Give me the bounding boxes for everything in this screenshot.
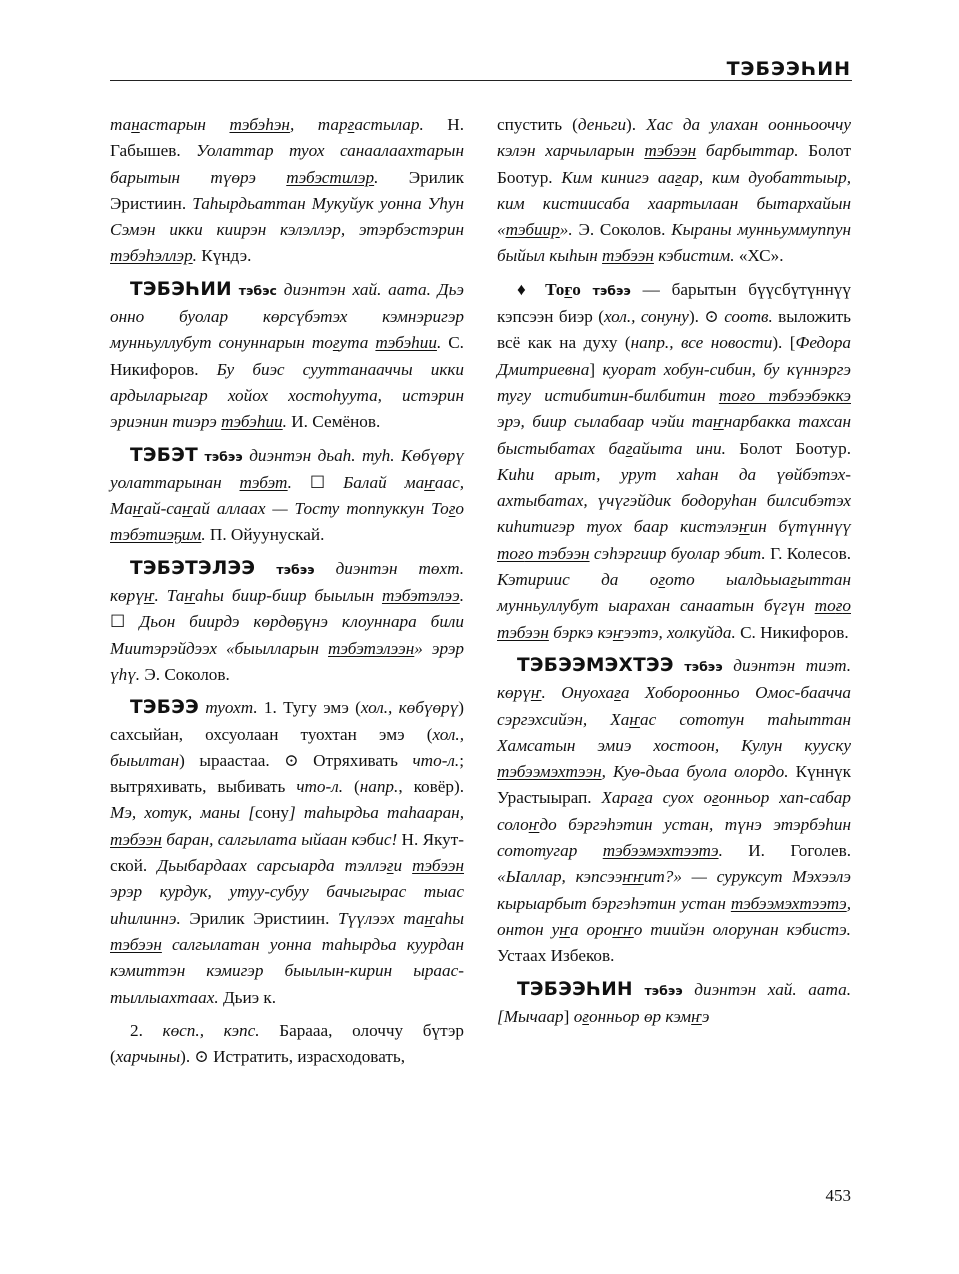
diamond-icon: ♦ xyxy=(517,279,546,299)
headword: ТЭБЭҺИИ xyxy=(130,278,232,300)
running-head: ТЭБЭЭҺИН xyxy=(726,58,851,80)
headword: ТЭБЭТЭЛЭЭ xyxy=(130,557,256,579)
entry-continuation: спустить (деньги). Хас да улахан оонньооччу кэлэн харчыларын тэбээн барбыттар. Болот Боотур. Ким кинигэ аағар, ким дуобаттыыр, ким кистиисаба хаартылаан бытархайын «тэбиир». Э. Соколов. Кыраны мунньуммуппун быйыл кыһын тэбээн кэбистим. «ХС». xyxy=(497,115,851,266)
example-box-icon: ☐ xyxy=(110,612,126,632)
entry-tebee: ТЭБЭЭ туохт. 1. Тугу эмэ (хол., көбүөрү) сахсыйан, охсуолаан туохтан эмэ (хол., быылтан) ыраастаа. ⊙ Отряхивать что-л.; вытряхивать, выбивать что-л. (напр., ковёр). Мэ, хотук, маны [сону] таһырдьа таһааран, тэбээн баран, салгылата ыйаан кэбис! Н. Якутской. Дьыбардаах сарсыарда тэллэғи тэбээн эрэр курдук, утуу-субуу бачыгырас тыас иһилиннэ. Эрилик Эристиин. Түүлээх таҥаһы тэбээн салгылатан уонна таһырдьа куурдан кэмиттэн кэмигэр быылын-кирин ыраастыллыахтаах. Дьиэ к. xyxy=(110,697,465,1007)
entry-tebeehin: ТЭБЭЭҺИН тэбээ диэнтэн хай. аата. [Мычаар] оғонньор өр кэмҥэ xyxy=(497,978,851,1026)
headword: ТЭБЭЭҺИН xyxy=(517,978,633,1000)
entry-tebeemekhtee: ТЭБЭЭМЭХТЭЭ тэбээ диэнтэн тиэт. көрүҥ. Онуохаға Хобороонньо Омос-баачча сэргэхсийэн, Хаҥас сототун таһыттан Хамсатын эмиэ хостоон, Кулун кууску тэбээмэхтээн, Куө-дьаа буола олордо. Күннүк Урастыырап. Хараға суох оғонньор хап-сабар солоҥдо бэргэһэтин устан, түнэ этэрбэһин сототугар тэбээмэхтээтэ. И. Гоголев. «Ыаллар, кэпсээҥҥит?» — суруксут Мэхээлэ кырыарбыт бэргэһэтин устан тэбээмэхтээтэ, онтон уҥа ороҥҥо тиийэн олорунан кэбистэ. Устаах Избеков. xyxy=(497,654,852,966)
entry-tebee-sense-2: 2. көсп., кэпс. Барааа, олоччу бүтэр (харчыны). ⊙ Истратить, израсходовать, xyxy=(110,1020,465,1067)
phrase-togo-tebee: ♦ Тоғо тэбээ — барытын бүүсбүтүннүү кэпсээн биэр (хол., сонуну). ⊙ соотв. выложить всё как на духу (напр., все новости). [Федора Дмитриевна] куорат хобун-сибин, бу күннэргэ тугу истибитин-билбитин тоғо тэбээбэккэ эрэ, биир сылабаар чэйи таҥнарбакка тахсан быстыбатах бағайыта ини. Болот Боотур. Киһи арыт, урут хаһан да үөйбэтэх-ахтыбатах, үчүгэйдик бодоруһан билсибэтэх киһитигэр туох баар кистэлэҥин бүтүннүү тоғо тэбээн сэһэргиир буолар эбит. Г. Колесов. Кэтириис да оғото ыалдьыағыттан мунньуллубут ыарахан санаатын бүгүн тоғо тэбээн бэркэ кэҥээтэ, холкуйда. С. Никифоров. xyxy=(497,279,852,642)
entry-continuation: танастарын тэбэһэн, тарғастылар. Н. Габышев. Уолаттар туох санаалаахтарын барытын түөрэ тэбэстилэр. Эрилик Эристиин. Таһырдьаттан Мукуйук уонна Уһун Сэмэн икки киирэн кэлэллэр, этэрбэстэрин тэбэһэллэр. Күндэ. xyxy=(110,115,465,266)
entry-tebetelee: ТЭБЭТЭЛЭЭ тэбээ диэнтэн төхт. көрүҥ. Таҥаһы биир-биир быылын тэбэтэлээ. ☐ Дьон биирдэ көрдөҕүнэ клоуннара били Миитэрэйдээх «быылларын тэбэтэлээн» эрэр үһү. Э. Соколов. xyxy=(110,557,465,684)
entry-tebehii: ТЭБЭҺИИ тэбэс диэнтэн хай. аата. Дьэ онно буолар көрсүбэтэх кэмнэригэр мунньуллубут сонуннарын тоғута тэбэһии. С. Никифоров. Бу биэс сууттанааччы икки ардыларыгар хойох хостоһуута, истэрин эриэнин тиэрэ тэбэһии. И. Семёнов. xyxy=(110,278,465,432)
headword: ТЭБЭЭ xyxy=(130,697,199,719)
left-column xyxy=(110,112,464,1077)
headword: ТЭБЭТ xyxy=(130,444,198,466)
headword: ТЭБЭЭМЭХТЭЭ xyxy=(517,654,674,676)
header-rule xyxy=(110,80,852,81)
entry-tebet: ТЭБЭТ тэбээ диэнтэн дьаһ. туһ. Көбүөрү уолаттарынан тэбэт. ☐ Балай маҥаас, Маҥай-саҥай аллаах — Тосту топпуккун Тоғо тэбэтиэҕим. П. Ойуунускай. xyxy=(110,444,464,545)
right-column xyxy=(497,112,851,1037)
page-number: 453 xyxy=(825,1186,851,1205)
example-box-icon: ☐ xyxy=(309,472,326,492)
